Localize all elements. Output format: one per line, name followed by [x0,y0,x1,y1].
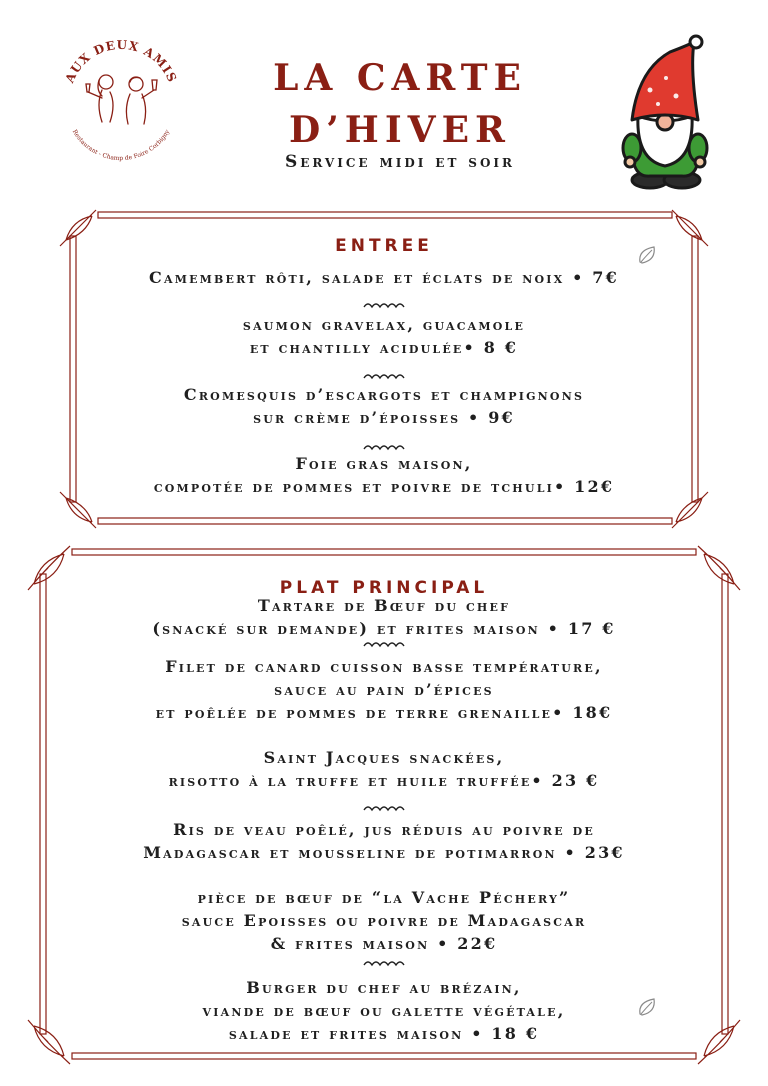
dish-plat-6 [40,976,728,1045]
wave-ornament-icon [362,301,406,309]
dish-plat-2 [40,655,728,724]
dish-plat-4 [40,818,728,864]
wave-ornament-icon [362,372,406,380]
dish-line: et poêlée de pommes de terre grenaille• 18€ [155,703,613,722]
dish-plat-3 [40,746,728,792]
dish-line: Cromesquis d’escargots et champignons [183,385,585,404]
leaf-icon [636,244,658,266]
wave-ornament-icon [362,640,406,648]
section-title-entree: ENTREE [335,236,433,256]
dish-line: Filet de canard cuisson basse température, [165,657,603,676]
dish-line: salade et frites maison • 18 € [228,1024,540,1043]
dish-line: & frites maison • 22€ [270,934,498,953]
dish-entree-3 [40,383,728,429]
dish-line: Ris de veau poêlé, jus réduis au poivre de [173,820,595,839]
menu-title-line2: D’HIVER [289,109,511,151]
dish-entree-4 [40,452,728,498]
dish-line: Madagascar et mousseline de potimarron • 23€ [143,843,625,862]
dish-line: sauce Epoisses ou poivre de Madagascar [181,911,587,930]
gnome-icon [610,30,720,195]
dish-line: sauce au pain d’épices [274,680,494,699]
dish-line: Burger du chef au brézain, [246,978,522,997]
dish-line: et chantilly acidulée• 8 € [249,338,519,357]
dish-line: Foie gras maison, [295,454,473,473]
dish-line: pièce de bœuf de “la Vache Péchery” [197,888,571,907]
svg-text:Restaurant - Champ de Foire Co [71,128,172,162]
leaf-icon [636,996,658,1018]
logo-caption: Restaurant - Champ de Foire Corbigny [70,128,172,163]
section-title-plat: PLAT PRINCIPAL [279,578,489,598]
dish-line: viande de bœuf ou galette végétale, [202,1001,566,1020]
dish-line: Saint Jacques snackées, [263,748,505,767]
dish-line: compotée de pommes et poivre de tchuli• 12€ [153,477,615,496]
menu-title-line1: LA CARTE [273,57,527,99]
dish-plat-5 [40,886,728,955]
dish-line: sur crème d’époisses • 9€ [253,408,515,427]
wave-ornament-icon [362,959,406,967]
dish-line: risotto à la truffe et huile truffée• 23 € [168,771,600,790]
dish-line: Camembert rôti, salade et éclats de noix • 7€ [149,268,619,287]
svg-text:AUX DEUX AMIS [62,38,180,86]
dish-line: (snacké sur demande) et frites maison • 17 € [152,619,616,638]
dish-line: saumon gravelax, guacamole [242,315,526,334]
dish-line: Tartare de Bœuf du chef [257,596,511,615]
logo-arc-text: AUX DEUX AMIS [62,38,180,85]
menu-subtitle: Service midi et soir [284,152,516,172]
dish-entree-2 [40,313,728,359]
dish-entree-1 [40,266,728,289]
wave-ornament-icon [362,804,406,812]
dish-plat-1 [40,594,728,640]
wave-ornament-icon [362,443,406,451]
restaurant-logo [56,38,186,168]
